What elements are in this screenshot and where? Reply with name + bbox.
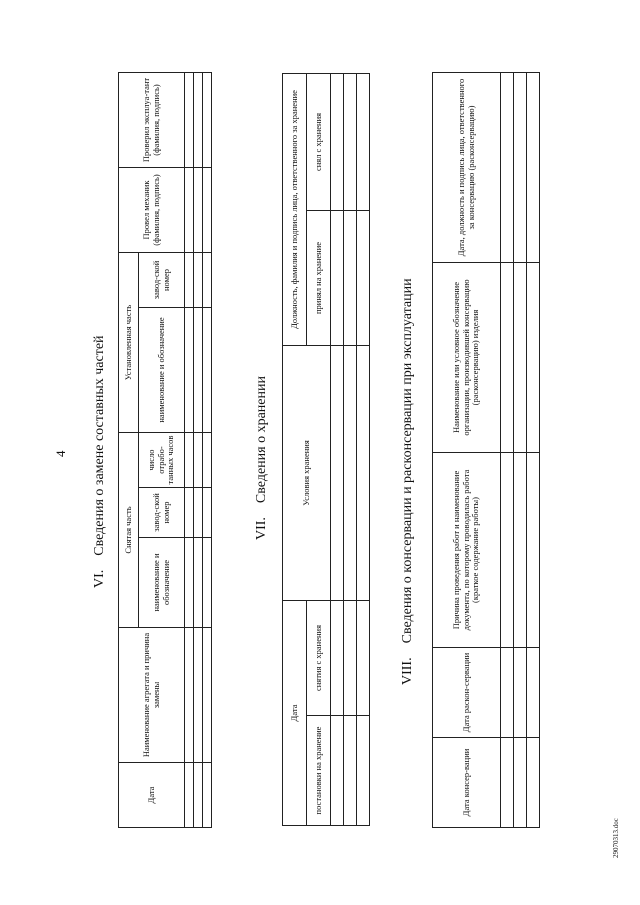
cell[interactable]: [194, 763, 203, 828]
cell[interactable]: [527, 648, 540, 738]
table-row: [357, 73, 370, 825]
page-number: 4: [53, 450, 68, 457]
col-removed-serial: завод-ской номер: [139, 488, 185, 538]
cell[interactable]: [203, 433, 212, 488]
col-responsible: Дата, должность и подпись лица, ответственного за консервацию (расконсервацию): [433, 73, 501, 263]
cell[interactable]: [194, 538, 203, 628]
cell[interactable]: [501, 453, 514, 648]
section-8-title: Сведения о консервации и расконсервации при эксплуатации: [400, 278, 415, 644]
cell[interactable]: [331, 716, 344, 826]
cell[interactable]: [514, 738, 527, 828]
table-row: [331, 73, 344, 825]
cell[interactable]: [344, 345, 357, 600]
cell[interactable]: [194, 488, 203, 538]
cell[interactable]: [357, 716, 370, 826]
col-date: Дата: [119, 763, 185, 828]
cell[interactable]: [203, 308, 212, 433]
cell[interactable]: [357, 345, 370, 600]
cell[interactable]: [194, 628, 203, 763]
section-7-heading: [254, 376, 270, 540]
table-row: [514, 73, 527, 828]
cell[interactable]: [357, 600, 370, 715]
cell[interactable]: [344, 73, 357, 210]
cell[interactable]: [185, 73, 194, 168]
col-installed-name: наименование и обозначение: [139, 308, 185, 433]
cell[interactable]: [185, 763, 194, 828]
cell[interactable]: [203, 628, 212, 763]
col-organization: Наименование или условное обозначение организации, производившей консервацию (расконсервацию) изделия: [433, 263, 501, 453]
col-installed-serial: завод-ской номер: [139, 253, 185, 308]
section-6-table-wrap: [118, 72, 212, 828]
col-reason: Причина проведения работ и наименование документа, по которому проводилась работа (краткое содержание работы): [433, 453, 501, 648]
cell[interactable]: [357, 210, 370, 345]
cell[interactable]: [194, 308, 203, 433]
section-7-number: VII.: [254, 517, 269, 540]
col-mechanic: Провел механик (фамилия, подпись): [119, 168, 185, 253]
cell[interactable]: [185, 538, 194, 628]
cell[interactable]: [527, 73, 540, 263]
col-removed-name: наименование и обозначение: [139, 538, 185, 628]
table-row: [344, 73, 357, 825]
col-placed: постановки на хранение: [307, 716, 331, 826]
cell[interactable]: [331, 600, 344, 715]
table-row: [203, 73, 212, 828]
col-conservation-date: Дата консер-вации: [433, 738, 501, 828]
cell[interactable]: [203, 488, 212, 538]
cell[interactable]: [185, 253, 194, 308]
section-8-number: VIII.: [400, 657, 415, 685]
cell[interactable]: [514, 453, 527, 648]
table-row: [527, 73, 540, 828]
table-row: [185, 73, 194, 828]
cell[interactable]: [185, 433, 194, 488]
cell[interactable]: [514, 648, 527, 738]
cell[interactable]: [203, 253, 212, 308]
cell[interactable]: [203, 73, 212, 168]
cell[interactable]: [501, 648, 514, 738]
col-conditions: Условия хранения: [283, 345, 331, 600]
col-removed: снятия с хранения: [307, 600, 331, 715]
cell[interactable]: [185, 488, 194, 538]
cell[interactable]: [203, 763, 212, 828]
col-unit-name: Наименование агрегата и причина замены: [119, 628, 185, 763]
section-8-heading: [400, 278, 416, 685]
cell[interactable]: [185, 308, 194, 433]
cell[interactable]: [514, 73, 527, 263]
conservation-table: [432, 72, 540, 828]
cell[interactable]: [194, 73, 203, 168]
cell[interactable]: [527, 263, 540, 453]
cell[interactable]: [501, 263, 514, 453]
col-deconservation-date: Дата раскон-сервации: [433, 648, 501, 738]
section-8-table-wrap: [432, 72, 540, 828]
cell[interactable]: [194, 168, 203, 253]
cell[interactable]: [357, 73, 370, 210]
section-6-number: VI.: [92, 569, 107, 588]
table-row: [194, 73, 203, 828]
col-responsible: Должность, фамилия и подпись лица, ответственного за хранение: [283, 73, 307, 345]
cell[interactable]: [194, 253, 203, 308]
col-removed-part: Снятая часть: [119, 433, 139, 628]
cell[interactable]: [344, 210, 357, 345]
col-date: Дата: [283, 600, 307, 825]
cell[interactable]: [331, 210, 344, 345]
cell[interactable]: [514, 263, 527, 453]
cell[interactable]: [501, 73, 514, 263]
cell[interactable]: [527, 738, 540, 828]
cell[interactable]: [194, 433, 203, 488]
section-7-title: Сведения о хранении: [254, 376, 269, 504]
table-row: [501, 73, 514, 828]
cell[interactable]: [331, 73, 344, 210]
section-7-table-wrap: [282, 73, 370, 826]
cell[interactable]: [203, 538, 212, 628]
col-checked: Проверил эксплуа-тант (фамилия, подпись): [119, 73, 185, 168]
cell[interactable]: [344, 716, 357, 826]
cell[interactable]: [185, 168, 194, 253]
section-6-heading: [92, 335, 108, 588]
footer-filename: 29070313.doc: [612, 818, 620, 858]
cell[interactable]: [501, 738, 514, 828]
cell[interactable]: [203, 168, 212, 253]
col-hours: число отрабо-танных часов: [139, 433, 185, 488]
cell[interactable]: [185, 628, 194, 763]
col-installed-part: Установленная часть: [119, 253, 139, 433]
cell[interactable]: [331, 345, 344, 600]
col-released: снял с хранения: [307, 73, 331, 210]
cell[interactable]: [344, 600, 357, 715]
section-6-title: Сведения о замене составных частей: [92, 335, 107, 556]
col-accepted: принял на хранение: [307, 210, 331, 345]
storage-table: [282, 73, 370, 826]
replacement-table: [118, 72, 212, 828]
cell[interactable]: [527, 453, 540, 648]
